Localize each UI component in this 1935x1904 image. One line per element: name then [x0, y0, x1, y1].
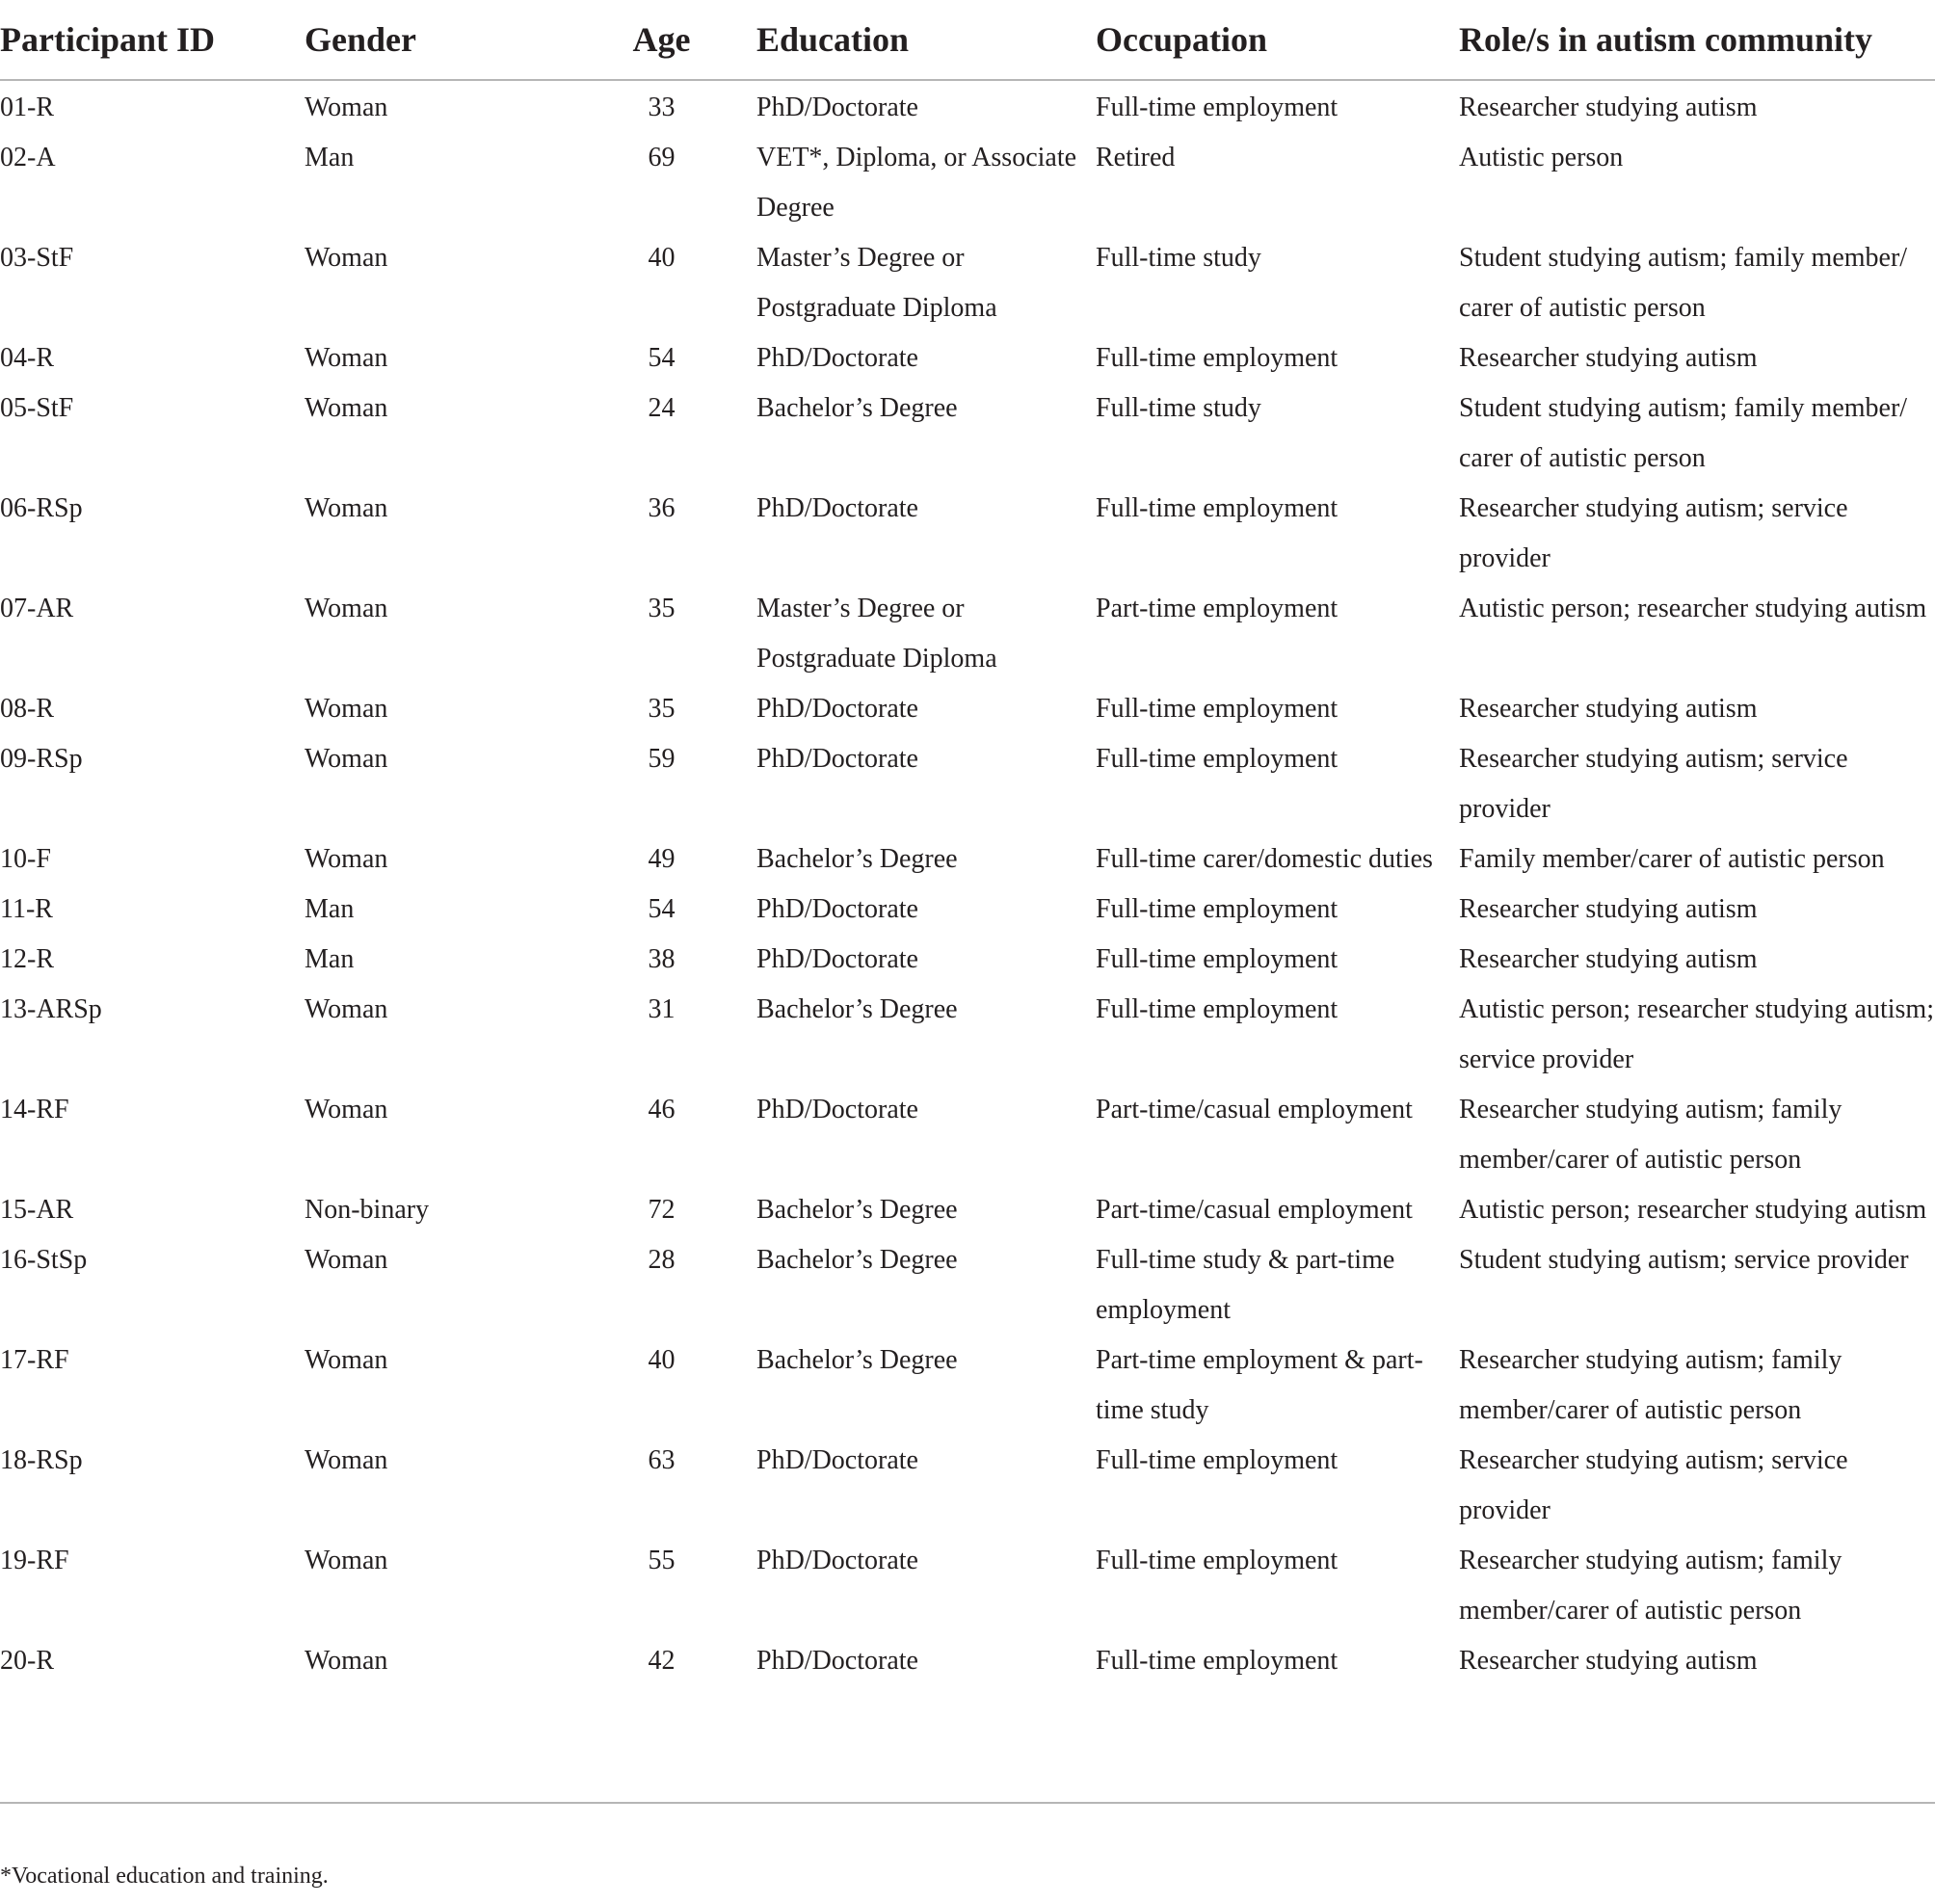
- cell-role: Researcher studying autism; family member/carer of autistic person: [1459, 1345, 1842, 1425]
- cell-gender: Woman: [305, 343, 388, 373]
- cell-education: PhD/Doctorate: [756, 493, 918, 523]
- cell-age: 36: [648, 493, 676, 523]
- cell-age: 54: [648, 894, 676, 924]
- cell-education: PhD/Doctorate: [756, 694, 918, 724]
- cell-occupation: Full-time employment: [1096, 1646, 1339, 1676]
- cell-age: 33: [648, 93, 676, 122]
- cell-occupation: Full-time employment: [1096, 944, 1339, 974]
- cell-role: Researcher studying autism: [1459, 944, 1758, 974]
- cell-education: Bachelor’s Degree: [756, 994, 958, 1024]
- table-header: [0, 0, 1935, 80]
- cell-gender: Woman: [305, 994, 388, 1024]
- cell-role: Researcher studying autism: [1459, 343, 1758, 373]
- cell-education: PhD/Doctorate: [756, 1445, 918, 1475]
- cell-age: 49: [648, 844, 676, 874]
- cell-occupation: Full-time employment: [1096, 1546, 1339, 1575]
- cell-education: PhD/Doctorate: [756, 1095, 918, 1124]
- cell-education: Bachelor’s Degree: [756, 1345, 958, 1375]
- cell-age: 42: [648, 1646, 676, 1676]
- cell-gender: Woman: [305, 1245, 388, 1275]
- cell-occupation: Part-time/casual employment: [1096, 1195, 1413, 1225]
- table-row: [0, 1436, 1935, 1536]
- cell-occupation: Full-time employment: [1096, 343, 1339, 373]
- cell-education: Bachelor’s Degree: [756, 1195, 958, 1225]
- cell-age: 24: [648, 393, 676, 423]
- cell-participant-id: 10-F: [0, 844, 51, 874]
- table-row: [0, 484, 1935, 584]
- cell-participant-id: 15-AR: [0, 1195, 74, 1225]
- header-education: Education: [756, 0, 1096, 80]
- cell-occupation: Full-time employment: [1096, 493, 1339, 523]
- table-row: [0, 333, 1935, 383]
- cell-education: PhD/Doctorate: [756, 1646, 918, 1676]
- cell-participant-id: 19-RF: [0, 1546, 69, 1575]
- cell-role: Student studying autism; service provider: [1459, 1245, 1909, 1275]
- cell-education: Bachelor’s Degree: [756, 1245, 958, 1275]
- cell-occupation: Full-time employment: [1096, 994, 1339, 1024]
- cell-role: Researcher studying autism; family member/carer of autistic person: [1459, 1546, 1842, 1626]
- cell-gender: Woman: [305, 1345, 388, 1375]
- cell-role: Autistic person; researcher studying autism; service provider: [1459, 994, 1934, 1074]
- cell-education: VET*, Diploma, or Associate Degree: [756, 143, 1077, 223]
- table-bottom-rule: [0, 1802, 1935, 1804]
- header-role: Role/s in autism community: [1459, 0, 1935, 80]
- table-row: [0, 233, 1935, 333]
- cell-role: Family member/carer of autistic person: [1459, 844, 1885, 874]
- table-row: [0, 133, 1935, 233]
- cell-occupation: Part-time employment & part-time study: [1096, 1345, 1423, 1425]
- cell-role: Researcher studying autism; service provider: [1459, 493, 1848, 573]
- cell-participant-id: 03-StF: [0, 243, 74, 273]
- cell-gender: Woman: [305, 393, 388, 423]
- cell-occupation: Full-time employment: [1096, 894, 1339, 924]
- cell-age: 72: [648, 1195, 676, 1225]
- cell-occupation: Full-time carer/domestic duties: [1096, 844, 1433, 874]
- cell-age: 28: [648, 1245, 676, 1275]
- table-row: [0, 383, 1935, 484]
- table-row: [0, 584, 1935, 684]
- table-row: [0, 80, 1935, 133]
- cell-participant-id: 07-AR: [0, 594, 74, 623]
- cell-participant-id: 18-RSp: [0, 1445, 83, 1475]
- cell-participant-id: 01-R: [0, 93, 54, 122]
- cell-role: Autistic person; researcher studying autism: [1459, 594, 1927, 623]
- cell-role: Student studying autism; family member/ carer of autistic person: [1459, 393, 1908, 473]
- cell-role: Researcher studying autism: [1459, 894, 1758, 924]
- table-row: [0, 1636, 1935, 1694]
- table-row: [0, 684, 1935, 734]
- header-occupation: Occupation: [1096, 0, 1459, 80]
- cell-gender: Woman: [305, 594, 388, 623]
- cell-occupation: Part-time employment: [1096, 594, 1339, 623]
- cell-gender: Man: [305, 894, 355, 924]
- cell-age: 40: [648, 1345, 676, 1375]
- header-participant-id: Participant ID: [0, 0, 305, 80]
- cell-gender: Woman: [305, 493, 388, 523]
- cell-education: PhD/Doctorate: [756, 744, 918, 774]
- cell-education: PhD/Doctorate: [756, 944, 918, 974]
- cell-occupation: Retired: [1096, 143, 1176, 172]
- cell-gender: Man: [305, 944, 355, 974]
- table-row: [0, 1185, 1935, 1235]
- table-row: [0, 935, 1935, 985]
- cell-age: 54: [648, 343, 676, 373]
- header-age: Age: [567, 0, 756, 80]
- cell-education: Master’s Degree or Postgraduate Diploma: [756, 594, 997, 674]
- cell-gender: Woman: [305, 93, 388, 122]
- cell-participant-id: 02-A: [0, 143, 56, 172]
- cell-age: 31: [648, 994, 676, 1024]
- cell-education: Bachelor’s Degree: [756, 844, 958, 874]
- cell-age: 69: [648, 143, 676, 172]
- cell-education: Bachelor’s Degree: [756, 393, 958, 423]
- table-body: [0, 80, 1935, 1694]
- cell-role: Researcher studying autism: [1459, 1646, 1758, 1676]
- cell-age: 63: [648, 1445, 676, 1475]
- table-row: [0, 734, 1935, 834]
- cell-participant-id: 20-R: [0, 1646, 54, 1676]
- cell-age: 35: [648, 594, 676, 623]
- table-row: [0, 985, 1935, 1085]
- cell-gender: Woman: [305, 694, 388, 724]
- cell-occupation: Full-time employment: [1096, 694, 1339, 724]
- table-footnote: *Vocational education and training.: [0, 1864, 329, 1889]
- cell-age: 38: [648, 944, 676, 974]
- cell-occupation: Part-time/casual employment: [1096, 1095, 1413, 1124]
- cell-participant-id: 05-StF: [0, 393, 74, 423]
- cell-education: Master’s Degree or Postgraduate Diploma: [756, 243, 997, 323]
- cell-occupation: Full-time study: [1096, 393, 1261, 423]
- cell-gender: Woman: [305, 1095, 388, 1124]
- cell-role: Researcher studying autism; service provider: [1459, 744, 1848, 824]
- cell-gender: Woman: [305, 844, 388, 874]
- cell-age: 59: [648, 744, 676, 774]
- cell-participant-id: 14-RF: [0, 1095, 69, 1124]
- cell-role: Researcher studying autism: [1459, 694, 1758, 724]
- cell-gender: Woman: [305, 1546, 388, 1575]
- cell-occupation: Full-time employment: [1096, 93, 1339, 122]
- cell-gender: Non-binary: [305, 1195, 430, 1225]
- cell-gender: Woman: [305, 1445, 388, 1475]
- cell-gender: Man: [305, 143, 355, 172]
- table-row: [0, 834, 1935, 885]
- cell-participant-id: 12-R: [0, 944, 54, 974]
- cell-occupation: Full-time employment: [1096, 1445, 1339, 1475]
- cell-role: Researcher studying autism; service provider: [1459, 1445, 1848, 1525]
- cell-occupation: Full-time study: [1096, 243, 1261, 273]
- cell-participant-id: 17-RF: [0, 1345, 69, 1375]
- table-row: [0, 1536, 1935, 1636]
- cell-age: 55: [648, 1546, 676, 1575]
- cell-education: PhD/Doctorate: [756, 894, 918, 924]
- header-row: [0, 0, 1935, 80]
- cell-role: Autistic person: [1459, 143, 1624, 172]
- table-row: [0, 885, 1935, 935]
- cell-gender: Woman: [305, 1646, 388, 1676]
- cell-age: 40: [648, 243, 676, 273]
- cell-gender: Woman: [305, 243, 388, 273]
- cell-participant-id: 13-ARSp: [0, 994, 102, 1024]
- header-gender: Gender: [305, 0, 567, 80]
- cell-role: Researcher studying autism; family member/carer of autistic person: [1459, 1095, 1842, 1175]
- cell-role: Student studying autism; family member/ carer of autistic person: [1459, 243, 1908, 323]
- cell-age: 46: [648, 1095, 676, 1124]
- cell-participant-id: 06-RSp: [0, 493, 83, 523]
- cell-age: 35: [648, 694, 676, 724]
- table-row: [0, 1235, 1935, 1335]
- cell-gender: Woman: [305, 744, 388, 774]
- cell-participant-id: 09-RSp: [0, 744, 83, 774]
- cell-role: Researcher studying autism: [1459, 93, 1758, 122]
- cell-participant-id: 08-R: [0, 694, 54, 724]
- cell-participant-id: 04-R: [0, 343, 54, 373]
- cell-education: PhD/Doctorate: [756, 1546, 918, 1575]
- cell-occupation: Full-time study & part-time employment: [1096, 1245, 1395, 1325]
- table-row: [0, 1085, 1935, 1185]
- table-row: [0, 1335, 1935, 1436]
- cell-education: PhD/Doctorate: [756, 343, 918, 373]
- cell-participant-id: 16-StSp: [0, 1245, 88, 1275]
- cell-role: Autistic person; researcher studying autism: [1459, 1195, 1927, 1225]
- cell-participant-id: 11-R: [0, 894, 53, 924]
- cell-education: PhD/Doctorate: [756, 93, 918, 122]
- cell-occupation: Full-time employment: [1096, 744, 1339, 774]
